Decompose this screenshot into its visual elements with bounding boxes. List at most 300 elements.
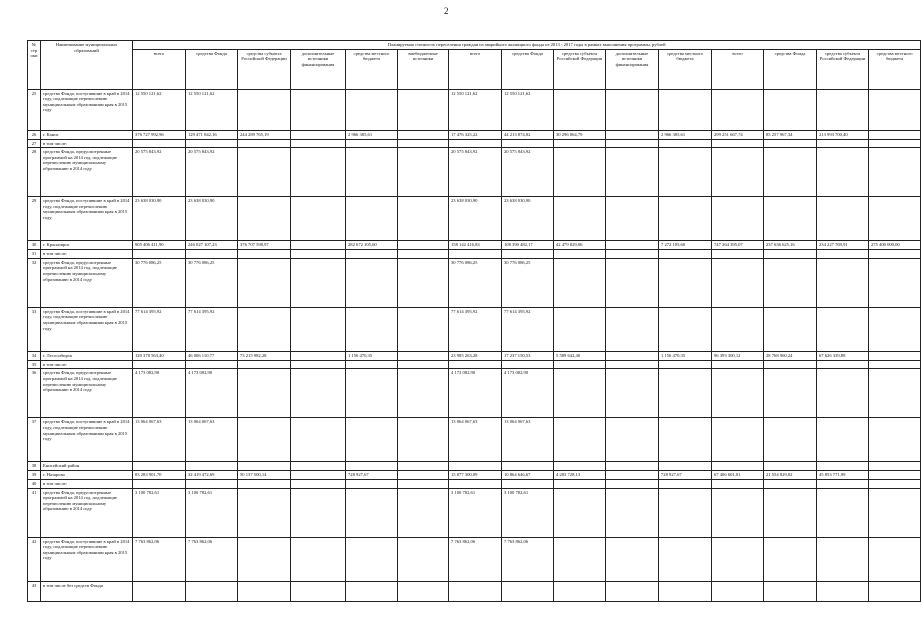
table-row <box>28 148 921 197</box>
row-value <box>817 369 869 418</box>
row-value: 7 763 862,06 <box>186 537 238 581</box>
row-value: 67 626 339,88 <box>817 351 869 360</box>
row-value <box>712 250 764 259</box>
row-value: 376 727 992,96 <box>133 130 186 139</box>
header-subcol: средства субъекта Российской Федерации <box>554 49 606 89</box>
row-value <box>133 479 186 488</box>
row-number: 26 <box>28 130 41 139</box>
row-value <box>606 148 659 197</box>
row-value <box>659 258 712 307</box>
row-value <box>869 360 921 369</box>
row-name: средства Фонда, предусмотренные программой на 2014 год, подлежащие перечислению муниципальному образованию в 2014 году <box>41 148 133 197</box>
row-number: 36 <box>28 369 41 418</box>
row-value <box>398 581 449 601</box>
row-value <box>449 139 502 148</box>
row-value: 73 215 982,28 <box>238 351 291 360</box>
row-number: 33 <box>28 307 41 351</box>
header-subcol: средства Фонда <box>186 49 238 89</box>
row-value <box>133 250 186 259</box>
row-value <box>398 139 449 148</box>
row-value <box>554 250 606 259</box>
row-value <box>606 351 659 360</box>
row-value <box>291 369 346 418</box>
row-value: 299 251 667,74 <box>712 130 764 139</box>
row-value <box>238 581 291 601</box>
header-subcol: средства местного бюджета <box>346 49 398 89</box>
row-value <box>764 307 817 351</box>
row-name: средства Фонда, поступившие в край в 2014 году, подлежащие перечислению муниципальным образованиям края в 2015 году <box>41 418 133 462</box>
row-value <box>398 351 449 360</box>
row-value <box>449 581 502 601</box>
row-value <box>398 488 449 537</box>
row-value <box>764 258 817 307</box>
row-value <box>502 581 554 601</box>
row-value: 7 763 862,06 <box>449 537 502 581</box>
row-value <box>398 250 449 259</box>
row-value <box>869 250 921 259</box>
table-row <box>28 418 921 462</box>
row-value: 67 406 601,01 <box>712 471 764 480</box>
row-value <box>186 581 238 601</box>
row-value <box>817 258 869 307</box>
row-value <box>449 360 502 369</box>
row-value: 44 213 874,82 <box>502 130 554 139</box>
row-value <box>712 89 764 130</box>
header-subcol: внебюджетные источники <box>398 49 449 89</box>
row-value <box>291 130 346 139</box>
row-value <box>659 139 712 148</box>
row-value: 30 776 086,25 <box>449 258 502 307</box>
row-value: 3 100 782,61 <box>186 488 238 537</box>
row-value: 3 100 782,61 <box>133 488 186 537</box>
row-value <box>398 471 449 480</box>
row-value <box>449 479 502 488</box>
row-value: 17 476 325,22 <box>449 130 502 139</box>
row-value <box>764 462 817 471</box>
row-value <box>502 139 554 148</box>
table-row <box>28 537 921 581</box>
row-value <box>817 479 869 488</box>
row-number: 42 <box>28 537 41 581</box>
row-value <box>712 488 764 537</box>
page-number: 2 <box>444 6 449 16</box>
row-value <box>346 307 398 351</box>
row-value: 12 550 121,62 <box>449 89 502 130</box>
row-value: 12 550 121,62 <box>133 89 186 130</box>
row-value <box>817 139 869 148</box>
row-value: 77 614 395,92 <box>186 307 238 351</box>
row-value <box>606 307 659 351</box>
row-value <box>659 581 712 601</box>
row-value <box>398 258 449 307</box>
row-value <box>817 488 869 537</box>
row-value <box>606 462 659 471</box>
row-value <box>869 418 921 462</box>
row-value <box>398 418 449 462</box>
row-value <box>291 148 346 197</box>
row-value <box>712 258 764 307</box>
row-value <box>817 537 869 581</box>
row-value <box>869 89 921 130</box>
row-value <box>291 537 346 581</box>
row-value <box>817 418 869 462</box>
row-value <box>869 351 921 360</box>
header-subcol: всего <box>712 49 764 89</box>
header-subcol: дополнительные источники финансирования <box>606 49 659 89</box>
row-value <box>606 360 659 369</box>
row-value <box>291 241 346 250</box>
row-value <box>291 488 346 537</box>
header-subcol: дополнительные источники финансирования <box>291 49 346 89</box>
row-name: г. Красноярск <box>41 241 133 250</box>
row-name: средства Фонда, поступившие в край в 2014 году, подлежащие перечислению муниципальным образованиям края в 2015 году <box>41 197 133 241</box>
header-col-name: Наименование муниципальных образований <box>41 41 133 90</box>
row-value <box>869 581 921 601</box>
row-value <box>502 479 554 488</box>
row-value <box>346 537 398 581</box>
row-value <box>238 307 291 351</box>
header-subcol: средства местного бюджета <box>869 49 921 89</box>
row-value: 15 877 300,09 <box>449 471 502 480</box>
row-value <box>398 369 449 418</box>
row-value: 3 100 782,61 <box>449 488 502 537</box>
row-value <box>449 250 502 259</box>
row-value <box>554 369 606 418</box>
row-value <box>291 418 346 462</box>
table-row <box>28 197 921 241</box>
row-value <box>869 479 921 488</box>
row-value: 77 614 395,92 <box>133 307 186 351</box>
row-value <box>606 139 659 148</box>
table-row <box>28 258 921 307</box>
row-name: в том числе: <box>41 360 133 369</box>
row-value <box>869 369 921 418</box>
row-value <box>817 307 869 351</box>
row-value: 21 554 829,02 <box>764 471 817 480</box>
table-row <box>28 89 921 130</box>
row-value <box>712 418 764 462</box>
row-value: 20 575 843,92 <box>186 148 238 197</box>
row-value <box>606 250 659 259</box>
row-value <box>554 581 606 601</box>
row-value: 45 853 771,99 <box>817 471 869 480</box>
row-value <box>764 479 817 488</box>
row-number: 38 <box>28 462 41 471</box>
row-value <box>869 258 921 307</box>
row-value <box>291 581 346 601</box>
row-value <box>133 139 186 148</box>
header-group-title: Планируемая стоимость переселения граждан из аварийного жилищного фонда из 2013 - 2017 годы в рамках выполнения программы, рублей <box>133 41 921 50</box>
row-value <box>346 139 398 148</box>
row-value <box>238 250 291 259</box>
header-subcol: средства Фонда <box>764 49 817 89</box>
row-value: 30 776 086,25 <box>133 258 186 307</box>
row-value <box>502 360 554 369</box>
header-subcol: средства субъекта Российской Федерации <box>817 49 869 89</box>
row-value: 50 137 500,14 <box>238 471 291 480</box>
row-value: 32 419 472,69 <box>186 471 238 480</box>
row-number: 41 <box>28 488 41 537</box>
row-value: 13 064 067,63 <box>133 418 186 462</box>
row-value <box>238 148 291 197</box>
row-name: средства Фонда, предусмотренные программой на 2014 год, подлежащие перечислению муниципальному образованию в 2014 году <box>41 369 133 418</box>
row-value <box>606 581 659 601</box>
row-value <box>764 360 817 369</box>
row-value: 12 550 121,62 <box>502 89 554 130</box>
row-value <box>659 250 712 259</box>
row-value <box>398 197 449 241</box>
row-value <box>554 537 606 581</box>
row-value <box>869 139 921 148</box>
row-value <box>606 369 659 418</box>
row-name: средства Фонда, поступившие в край в 2014 году, подлежащие перечислению муниципальным образованиям края в 2015 году <box>41 307 133 351</box>
row-value <box>554 479 606 488</box>
row-value <box>869 537 921 581</box>
row-value: 213 993 700,40 <box>817 130 869 139</box>
row-value <box>817 250 869 259</box>
row-value: 1 156 470,35 <box>659 351 712 360</box>
row-name: в том числе: <box>41 250 133 259</box>
row-value <box>238 360 291 369</box>
row-value: 20 575 843,92 <box>133 148 186 197</box>
row-value: 13 064 067,63 <box>449 418 502 462</box>
header-col-num: № строки <box>28 41 41 90</box>
row-value <box>238 258 291 307</box>
row-name: средства Фонда, предусмотренные программой на 2014 год, подлежащие перечислению муниципальному образованию в 2014 году <box>41 258 133 307</box>
row-number: 31 <box>28 250 41 259</box>
row-value <box>712 581 764 601</box>
header-subcol: средства местного бюджета <box>659 49 712 89</box>
row-value <box>186 479 238 488</box>
row-value <box>133 462 186 471</box>
row-value <box>659 197 712 241</box>
row-value <box>817 197 869 241</box>
row-value: 23 985 263,28 <box>449 351 502 360</box>
row-value <box>238 139 291 148</box>
row-value <box>346 369 398 418</box>
row-value <box>238 488 291 537</box>
row-value <box>817 148 869 197</box>
row-value: 23 638 030,90 <box>133 197 186 241</box>
row-value <box>606 537 659 581</box>
row-value <box>133 360 186 369</box>
row-name: средства Фонда, поступившие в край в 2014 году, подлежащие перечислению муниципальным образованиям края в 2015 году <box>41 537 133 581</box>
row-name: в том числе: <box>41 139 133 148</box>
row-value <box>606 258 659 307</box>
row-value <box>449 462 502 471</box>
row-value <box>291 479 346 488</box>
table-row <box>28 462 921 471</box>
row-value <box>346 197 398 241</box>
row-name: г. Лесосибирск <box>41 351 133 360</box>
row-value: 728 927,67 <box>346 471 398 480</box>
header-subcol: всего <box>449 49 502 89</box>
row-value <box>502 250 554 259</box>
row-value <box>606 197 659 241</box>
row-value <box>659 148 712 197</box>
row-value <box>186 360 238 369</box>
row-value <box>346 488 398 537</box>
row-value <box>554 139 606 148</box>
row-number: 35 <box>28 360 41 369</box>
row-value: 3 100 782,61 <box>502 488 554 537</box>
row-value <box>291 258 346 307</box>
row-value <box>346 418 398 462</box>
row-value: 282 672 105,60 <box>346 241 398 250</box>
row-value <box>869 462 921 471</box>
row-value <box>712 139 764 148</box>
row-value <box>238 537 291 581</box>
row-number: 43 <box>28 581 41 601</box>
row-value <box>606 471 659 480</box>
table-row <box>28 369 921 418</box>
row-number: 34 <box>28 351 41 360</box>
row-value: 46 006 110,77 <box>186 351 238 360</box>
table-row <box>28 139 921 148</box>
row-value: 108 390 482,17 <box>502 241 554 250</box>
table-row <box>28 581 921 601</box>
row-value: 4 173 082,90 <box>502 369 554 418</box>
row-value <box>659 307 712 351</box>
row-value <box>606 89 659 130</box>
row-value <box>398 360 449 369</box>
row-value: 20 575 843,92 <box>449 148 502 197</box>
row-value <box>606 130 659 139</box>
row-value <box>659 488 712 537</box>
row-name: в том числе без средств Фонда <box>41 581 133 601</box>
row-value <box>869 488 921 537</box>
row-value: 4 283 728,13 <box>554 471 606 480</box>
row-value: 30 296 064,79 <box>554 130 606 139</box>
row-value <box>606 418 659 462</box>
row-value <box>869 471 921 480</box>
row-value <box>238 479 291 488</box>
row-value: 28 768 960,24 <box>764 351 817 360</box>
table-row <box>28 360 921 369</box>
row-value: 237 636 625,16 <box>764 241 817 250</box>
row-value: 23 638 030,90 <box>502 197 554 241</box>
row-value <box>764 197 817 241</box>
row-value <box>133 581 186 601</box>
row-value <box>291 197 346 241</box>
row-value: 2 966 385,61 <box>659 130 712 139</box>
row-number: 40 <box>28 479 41 488</box>
row-value: 13 064 067,63 <box>186 418 238 462</box>
table-row <box>28 307 921 351</box>
row-value: 77 614 395,92 <box>502 307 554 351</box>
row-value <box>398 479 449 488</box>
row-name: средства Фонда, поступившие в край в 2014 году, подлежащие перечислению муниципальным образованиям края в 2015 году <box>41 89 133 130</box>
row-value: 17 237 150,53 <box>502 351 554 360</box>
row-value <box>659 418 712 462</box>
header-subcol: средства субъекта Российской Федерации <box>238 49 291 89</box>
row-value <box>554 418 606 462</box>
row-value <box>291 89 346 130</box>
row-value: 1 156 470,35 <box>346 351 398 360</box>
row-value <box>712 462 764 471</box>
row-number: 29 <box>28 197 41 241</box>
row-value <box>554 307 606 351</box>
row-value <box>659 360 712 369</box>
row-value <box>764 89 817 130</box>
row-value: 246 027 107,23 <box>186 241 238 250</box>
row-value <box>346 89 398 130</box>
row-value <box>554 360 606 369</box>
row-value <box>869 197 921 241</box>
row-value: 85 257 967,34 <box>764 130 817 139</box>
row-value <box>346 581 398 601</box>
row-value <box>764 418 817 462</box>
row-number: 32 <box>28 258 41 307</box>
row-name: г. Канск <box>41 130 133 139</box>
row-value <box>712 197 764 241</box>
row-value <box>554 89 606 130</box>
row-value <box>291 250 346 259</box>
row-name: Енисейский район <box>41 462 133 471</box>
row-value: 30 776 086,25 <box>186 258 238 307</box>
row-value: 747 264 395,07 <box>712 241 764 250</box>
row-value: 4 173 082,90 <box>186 369 238 418</box>
row-value <box>764 250 817 259</box>
row-value <box>502 462 554 471</box>
row-value: 7 763 862,06 <box>502 537 554 581</box>
row-value: 20 575 843,92 <box>502 148 554 197</box>
row-value <box>554 258 606 307</box>
row-value <box>346 250 398 259</box>
table-row <box>28 250 921 259</box>
row-number: 37 <box>28 418 41 462</box>
table-row <box>28 479 921 488</box>
row-value <box>238 197 291 241</box>
row-value <box>238 462 291 471</box>
row-value <box>291 307 346 351</box>
row-value <box>712 148 764 197</box>
row-value <box>817 89 869 130</box>
row-name: в том числе: <box>41 479 133 488</box>
row-value: 42 479 829,06 <box>554 241 606 250</box>
row-value <box>764 537 817 581</box>
table-row <box>28 130 921 139</box>
row-number: 25 <box>28 89 41 130</box>
row-value <box>659 479 712 488</box>
header-subcol: средства Фонда <box>502 49 554 89</box>
row-value: 30 776 086,25 <box>502 258 554 307</box>
row-value: 120 378 563,40 <box>133 351 186 360</box>
row-value <box>869 130 921 139</box>
row-number: 30 <box>28 241 41 250</box>
row-value <box>346 258 398 307</box>
row-value <box>398 462 449 471</box>
row-value: 23 638 030,90 <box>449 197 502 241</box>
row-value <box>869 148 921 197</box>
row-value <box>764 148 817 197</box>
row-value <box>554 197 606 241</box>
row-value <box>764 369 817 418</box>
row-value <box>659 462 712 471</box>
row-value <box>346 360 398 369</box>
table-row <box>28 488 921 537</box>
row-value <box>554 148 606 197</box>
budget-table <box>27 40 921 602</box>
row-value: 129 471 842,16 <box>186 130 238 139</box>
row-value: 158 142 416,83 <box>449 241 502 250</box>
row-value <box>764 488 817 537</box>
row-value: 376 707 598,97 <box>238 241 291 250</box>
row-value <box>398 148 449 197</box>
row-value <box>554 462 606 471</box>
row-value: 13 064 067,63 <box>502 418 554 462</box>
row-value <box>606 241 659 250</box>
